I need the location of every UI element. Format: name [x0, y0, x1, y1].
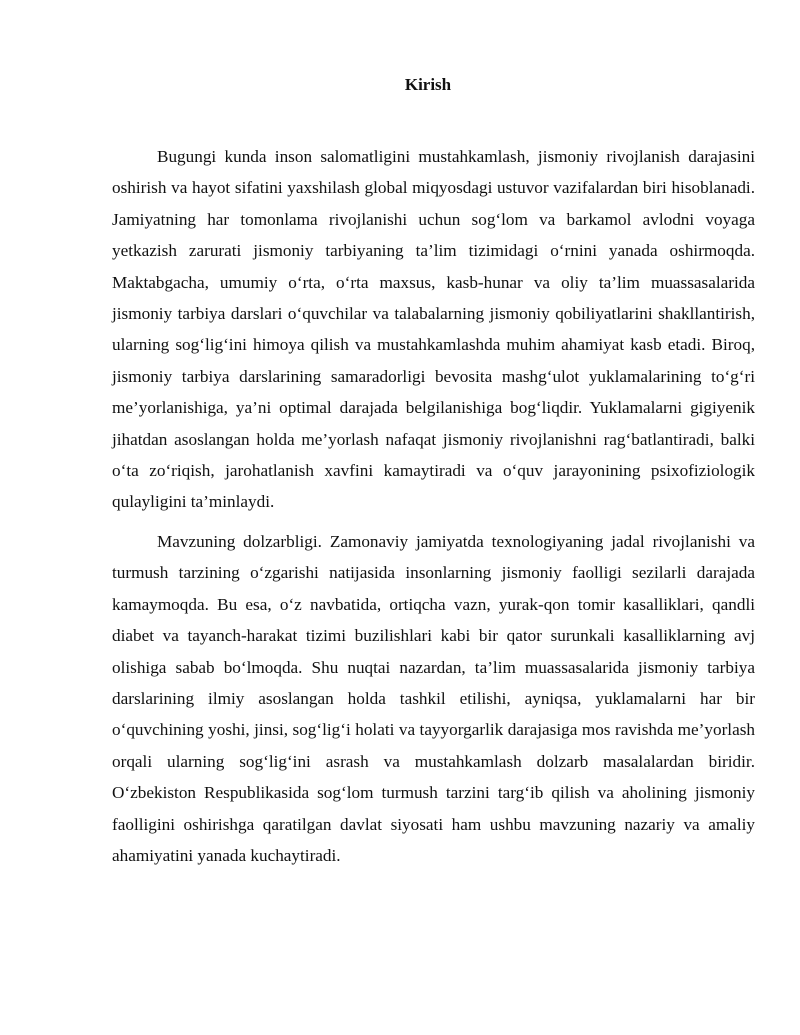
document-body: [112, 141, 755, 879]
paragraph-relevance: Mavzuning dolzarbligi. Zamonaviy jamiyatda texnologiyaning jadal rivojlanishi va turmush tarzining o‘zgarishi natijasida insonlarning jismoniy faolligi sezilarli darajada kamaymoqda. Bu esa, o‘z navbatida, ortiqcha vazn, yurak-qon tomir kasalliklari, qandli diabet va tayanch-harakat tizimi buzilishlari kabi bir qator surunkali kasalliklarning avj olishiga sabab bo‘lmoqda. Shu nuqtai nazardan, ta’lim muassasalarida jismoniy tarbiya darslarining ilmiy asoslangan holda tashkil etilishi, ayniqsa, yuklamalarni har bir o‘quvchining yoshi, jinsi, sog‘lig‘i holati va tayyorgarlik darajasiga mos ravishda me’yorlash orqali ularning sog‘lig‘ini asrash va mustahkamlash dolzarb masalalardan biridir. O‘zbekiston Respublikasida sog‘lom turmush tarzini targ‘ib qilish va aholining jismoniy faolligini oshirishga qaratilgan davlat siyosati ham ushbu mavzuning nazariy va amaliy ahamiyatini yanada kuchaytiradi.: [112, 531, 755, 865]
paragraph-introduction: Bugungi kunda inson salomatligini mustahkamlash, jismoniy rivojlanish darajasini oshirish va hayot sifatini yaxshilash global miqyosdagi ustuvor vazifalardan biri hisoblanadi. Jamiyatning har tomonlama rivojlanishi uchun sog‘lom va barkamol avlodni voyaga yetkazish zarurati jismoniy tarbiyaning ta’lim tizimidagi o‘rnini yanada oshirmoqda. Maktabgacha, umumiy o‘rta, o‘rta maxsus, kasb-hunar va oliy ta’lim muassasalarida jismoniy tarbiya darslari o‘quvchilar va talabalarning jismoniy qobiliyatlarini shakllantirish, ularning sog‘lig‘ini himoya qilish va mustahkamlashda muhim ahamiyat kasb etadi. Biroq, jismoniy tarbiya darslarining samaradorligi bevosita mashg‘ulot yuklamalarining to‘g‘ri me’yorlanishiga, ya’ni optimal darajada belgilanishiga bog‘liqdir. Yuklamalarni gigiyenik jihatdan asoslangan holda me’yorlash nafaqat jismoniy rivojlanishni rag‘batlantiradi, balki o‘ta zo‘riqish, jarohatlanish xavfini kamaytiradi va o‘quv jarayonining psixofiziologik qulayligini ta’minlaydi.: [112, 147, 755, 512]
page-title: Kirish: [404, 75, 452, 94]
